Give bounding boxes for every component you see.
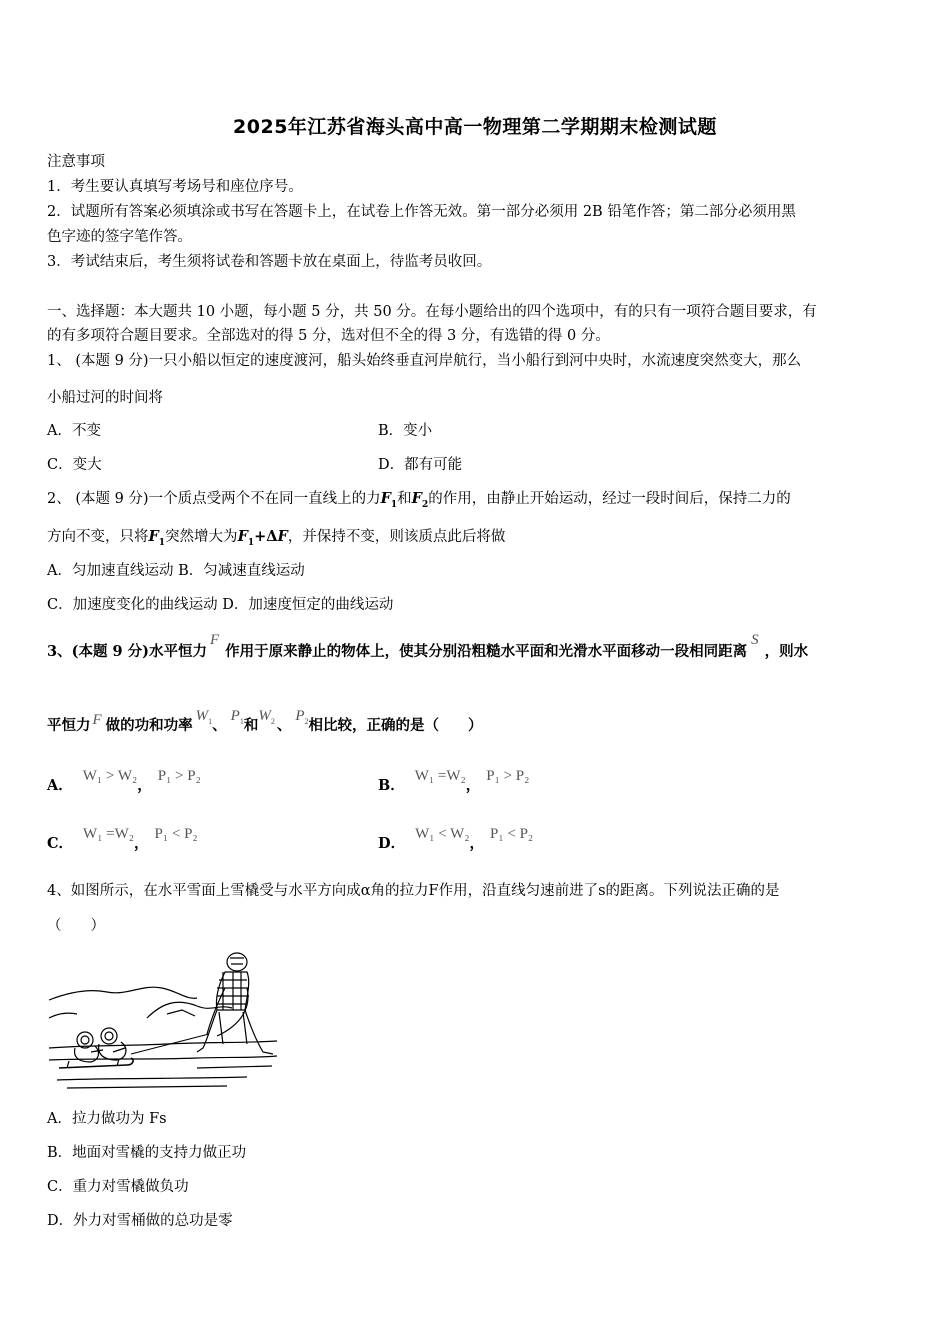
q3-distance-s: S [751, 632, 759, 648]
q2-f1-sub: 1 [247, 537, 255, 548]
q3-option-label: C． [47, 835, 74, 852]
q2-text: 方向不变，只将 [47, 529, 149, 545]
section-intro-line1: 一、选择题：本大题共 10 小题，每小题 5 分，共 50 分。在每小题给出的四个选项中，有的只有一项符合题目要求，有 [47, 304, 817, 320]
q2-delta-f: F [277, 528, 288, 545]
q2-text: 的作用，由静止开始运动，经过一段时间后，保持二力的 [428, 491, 791, 507]
q3-w: W [258, 708, 271, 724]
q3-text: 做的功和功率 [105, 717, 193, 734]
exam-title: 2025年江苏省海头高中高一物理第二学期期末检测试题 [233, 116, 717, 138]
q3-option-label: A． [47, 777, 73, 794]
q2-text: 突然增大为 [165, 529, 238, 545]
q2-f2: F [411, 490, 422, 507]
q2-f1-sub: 1 [390, 499, 398, 510]
q2-f1: F [380, 490, 391, 507]
notice-item-1: 1．考生要认真填写考场号和座位序号。 [47, 179, 303, 195]
q3-option-a[interactable] [47, 768, 201, 796]
q3-option-b[interactable] [378, 768, 530, 796]
q3-text: 3、(本题 9 分)水平恒力 [47, 643, 207, 660]
sled-figure-illustration [47, 948, 279, 1094]
q3-p: P [295, 708, 305, 724]
q4-option-d[interactable]: D．外力对雪桶做的总功是零 [47, 1213, 233, 1229]
q3-stem-line2: 平恒力 F 做的功和功率$W_1$、$P_1$和$W_2$ 、$P_2$相比较，正确的是（ ） [47, 708, 483, 734]
q4-stem-line1: 4、如图所示，在水平雪面上雪橇受与水平方向成α角的拉力F作用，沿直线匀速前进了s的距离。下列说法正确的是 [47, 883, 780, 899]
q2-stem-line2 [47, 527, 505, 553]
q1-option-d[interactable]: D．都有可能 [378, 457, 463, 473]
q4-stem-line2: （ ） [47, 918, 105, 934]
q2-f1-sub: 1 [158, 537, 166, 548]
q1-option-b[interactable]: B．变小 [378, 423, 433, 439]
section-intro-line2: 的有多项符合题目要求。全部选对的得 5 分，选对但不全的得 3 分，有选错的得 0 分。 [47, 328, 610, 344]
q3-d-power: P₁ < P₂ [490, 826, 534, 842]
q3-b-work: W₁ =W₂ [414, 768, 466, 784]
notice-heading: 注意事项 [47, 154, 105, 170]
q3-text: 相比较，正确的是（ ） [308, 717, 483, 734]
q3-comma: ， [465, 777, 481, 794]
q3-option-label: B． [378, 777, 405, 794]
q3-sep: 、 [276, 717, 292, 734]
q3-p: P [230, 708, 240, 724]
notice-item-2-line1: 2．试题所有答案必须填涂或书写在答题卡上，在试卷上作答无效。第一部分必须用 2B 铅笔作答；第二部分必须用黑 [47, 204, 796, 220]
q3-option-d[interactable] [378, 826, 534, 854]
q3-b-power: P₁ > P₂ [486, 768, 530, 784]
q3-force-f: F [210, 632, 220, 648]
q4-option-b[interactable]: B．地面对雪橇的支持力做正功 [47, 1145, 247, 1161]
q3-comma: ， [137, 777, 152, 794]
q1-stem-line2: 小船过河的时间将 [47, 390, 163, 406]
q1-stem-line1: 1、 (本题 9 分)一只小船以恒定的速度渡河，船头始终垂直河岸航行，当小船行到河中央时，水流速度突然变大，那么 [47, 353, 802, 369]
q2-plus-delta: +Δ [254, 528, 278, 545]
q1-option-a[interactable]: A．不变 [47, 423, 101, 439]
q3-option-label: D． [378, 835, 406, 852]
q2-text: ，并保持不变，则该质点此后将做 [287, 529, 506, 545]
q3-stem-line1 [47, 632, 809, 662]
q2-f1-expr: F [237, 528, 248, 545]
q2-and: 和 [397, 491, 412, 507]
q1-option-c[interactable]: C．变大 [47, 457, 102, 473]
q3-c-power: P₁ < P₂ [154, 826, 198, 842]
q3-comma: ， [134, 835, 149, 852]
q3-c-work: W₁ =W₂ [83, 826, 135, 842]
q3-a-power: P₁ > P₂ [157, 768, 201, 784]
q3-text: 平恒力 [47, 717, 91, 734]
q4-option-a[interactable]: A．拉力做功为 Fs [47, 1111, 167, 1127]
q3-force-f: F [92, 712, 102, 728]
q2-options-ab[interactable]: A．匀加速直线运动 B．匀减速直线运动 [47, 563, 305, 579]
q3-a-work: W₁ > W₂ [82, 768, 138, 784]
q3-comma: ， [469, 835, 485, 852]
q2-options-cd[interactable]: C．加速度变化的曲线运动 D．加速度恒定的曲线运动 [47, 597, 394, 613]
q3-and: 和 [243, 717, 259, 734]
notice-item-2-line2: 色字迹的签字笔作答。 [47, 229, 192, 245]
q3-option-c[interactable] [47, 826, 198, 854]
q2-text: 2、 (本题 9 分)一个质点受两个不在同一直线上的力 [47, 491, 381, 507]
q2-f1: F [148, 528, 159, 545]
q3-w: W [195, 708, 209, 724]
q3-text: 作用于原来静止的物体上，使其分别沿粗糙水平面和光滑水平面移动一段相同距离 [225, 643, 748, 660]
notice-item-3: 3．考试结束后，考生须将试卷和答题卡放在桌面上，待监考员收回。 [47, 254, 492, 270]
q3-sep: 、 [212, 717, 227, 734]
q2-f2-sub: 2 [421, 499, 429, 510]
q3-text: ，则水 [764, 643, 809, 660]
q3-d-work: W₁ < W₂ [415, 826, 470, 842]
q4-option-c[interactable]: C．重力对雪橇做负功 [47, 1179, 189, 1195]
q2-stem-line1 [47, 489, 791, 515]
